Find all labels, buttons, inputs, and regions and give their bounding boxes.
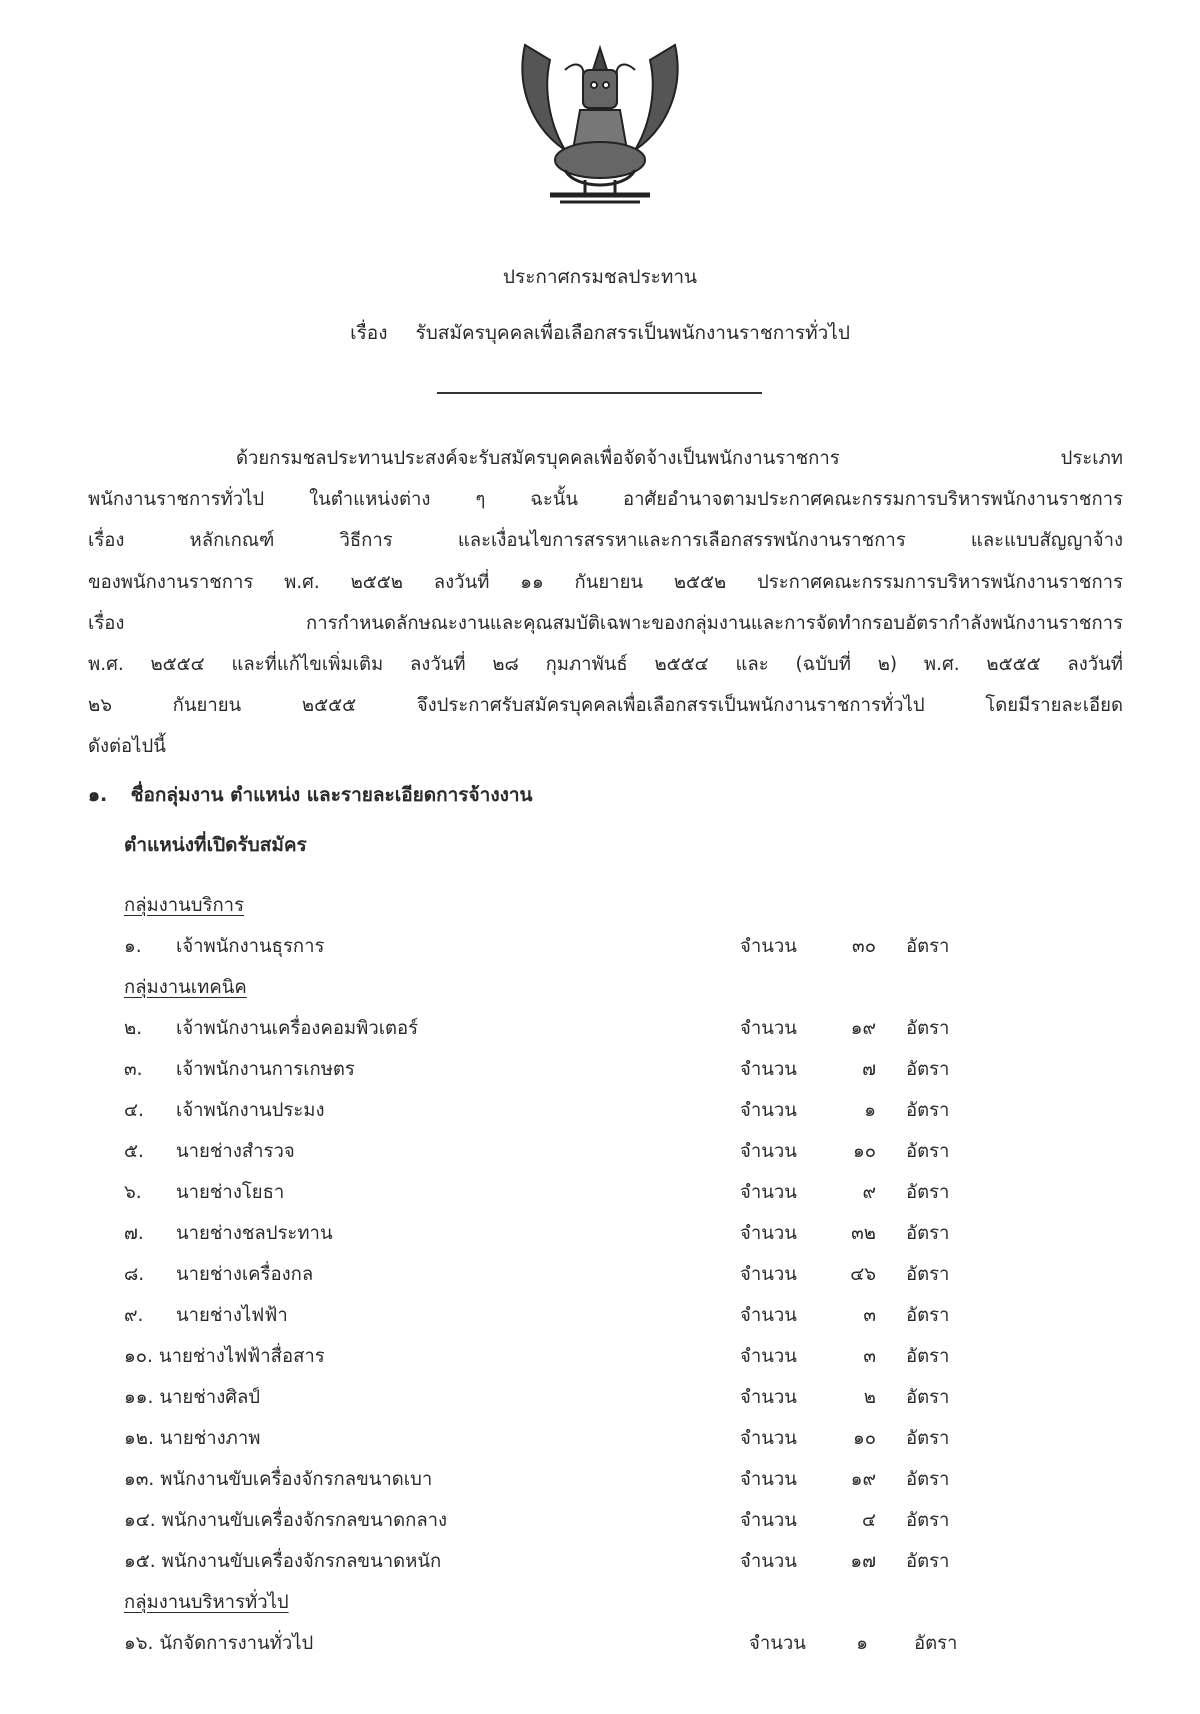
position-number: ๑๓. [124, 1469, 155, 1490]
unit-label: อัตรา [906, 1305, 950, 1326]
position-qty: ๑๙ [850, 1469, 876, 1490]
position-row [124, 1049, 1024, 1090]
paragraph-line: เรื่อง การกำหนดลักษณะงานและคุณสมบัติเฉพาะของกลุ่มงานและการจัดทำกรอบอัตรากำลังพนักงานราชการ [88, 612, 1123, 634]
position-row [124, 1008, 1024, 1049]
unit-label: อัตรา [906, 1223, 950, 1244]
position-row [124, 1295, 1024, 1336]
group-label: กลุ่มงานเทคนิค [124, 977, 247, 998]
unit-label: อัตรา [906, 1469, 950, 1490]
position-name: นายช่างภาพ [159, 1428, 261, 1449]
qty-label: จำนวน [740, 1305, 797, 1326]
paragraph-line: ดังต่อไปนี้ [88, 736, 166, 758]
position-number: ๑๐. [124, 1346, 153, 1367]
position-qty: ๓ [863, 1346, 876, 1367]
position-number: ๒. [124, 1018, 143, 1039]
paragraph-line: ของพนักงานราชการ พ.ศ. ๒๕๕๒ ลงวันที่ ๑๑ กันยายน ๒๕๕๒ ประกาศคณะกรรมการบริหารพนักงานราชการ [88, 571, 1123, 593]
paragraph-line: เรื่อง หลักเกณฑ์ วิธีการ และเงื่อนไขการสรรหาและการเลือกสรรพนักงานราชการ และแบบสัญญาจ้าง [88, 530, 1123, 552]
section-heading-text: ชื่อกลุ่มงาน ตำแหน่ง และรายละเอียดการจ้างงาน [130, 784, 533, 806]
position-row [124, 1090, 1024, 1131]
qty-label: จำนวน [740, 1551, 797, 1572]
unit-label: อัตรา [906, 1387, 950, 1408]
qty-label: จำนวน [740, 1100, 797, 1121]
position-name: เจ้าพนักงานเครื่องคอมพิวเตอร์ [176, 1018, 419, 1039]
position-number: ๗. [124, 1223, 144, 1244]
position-number: ๑๔. [124, 1510, 156, 1531]
position-qty: ๑๐ [852, 1141, 876, 1162]
paragraph-line: พนักงานราชการทั่วไป ในตำแหน่งต่าง ๆ ฉะนั้น อาศัยอำนาจตามประกาศคณะกรรมการบริหารพนักงานราชการ [88, 489, 1123, 511]
qty-label: จำนวน [740, 1428, 797, 1449]
position-qty: ๓ [863, 1305, 876, 1326]
position-name: พนักงานขับเครื่องจักรกลขนาดเบา [160, 1469, 433, 1490]
position-row [124, 1623, 1024, 1664]
position-name: เจ้าพนักงานประมง [176, 1100, 325, 1121]
garuda-emblem-icon [505, 30, 695, 215]
position-row [124, 1336, 1024, 1377]
position-qty: ๒ [863, 1387, 876, 1408]
qty-label: จำนวน [749, 1633, 806, 1654]
unit-label: อัตรา [906, 1100, 950, 1121]
qty-label: จำนวน [740, 1018, 797, 1039]
position-row [124, 1131, 1024, 1172]
position-name: เจ้าพนักงานธุรการ [176, 936, 325, 957]
position-qty: ๑๙ [850, 1018, 876, 1039]
position-qty: ๑๗ [850, 1551, 876, 1572]
position-name: นายช่างเครื่องกล [176, 1264, 314, 1285]
position-row [124, 1377, 1024, 1418]
position-row [124, 1172, 1024, 1213]
group-label: กลุ่มงานบริการ [124, 895, 245, 916]
position-number: ๑. [124, 936, 142, 957]
position-qty: ๓๒ [851, 1223, 876, 1244]
position-name: นักจัดการงานทั่วไป [159, 1633, 314, 1654]
position-qty: ๗ [862, 1059, 876, 1080]
position-number: ๖. [124, 1182, 142, 1203]
position-row [124, 1418, 1024, 1459]
unit-label: อัตรา [906, 1510, 950, 1531]
document-subject [0, 318, 1200, 348]
position-name: นายช่างชลประทาน [176, 1223, 333, 1244]
unit-label: อัตรา [906, 1551, 950, 1572]
position-name: เจ้าพนักงานการเกษตร [176, 1059, 355, 1080]
qty-label: จำนวน [740, 1059, 797, 1080]
position-number: ๑๑. [124, 1387, 154, 1408]
unit-label: อัตรา [906, 1428, 950, 1449]
subject-label: เรื่อง [350, 322, 388, 344]
paragraph-line: พ.ศ. ๒๕๕๔ และที่แก้ไขเพิ่มเติม ลงวันที่ ๒๘ กุมภาพันธ์ ๒๕๕๔ และ (ฉบับที่ ๒) พ.ศ. ๒๕๕๕ ลงวันที่ [88, 654, 1123, 676]
qty-label: จำนวน [740, 1469, 797, 1490]
position-qty: ๑๐ [852, 1428, 876, 1449]
position-number: ๑๖. [124, 1633, 154, 1654]
position-qty: ๑ [856, 1633, 868, 1654]
position-qty: ๙ [862, 1182, 876, 1203]
position-row [124, 926, 1024, 967]
position-qty: ๔๖ [850, 1264, 876, 1285]
unit-label: อัตรา [906, 1264, 950, 1285]
position-row [124, 1500, 1024, 1541]
position-row [124, 1254, 1024, 1295]
qty-label: จำนวน [740, 1264, 797, 1285]
unit-label: อัตรา [906, 1182, 950, 1203]
group-label: กลุ่มงานบริหารทั่วไป [124, 1592, 289, 1613]
position-row [124, 1541, 1024, 1582]
group-heading-technical [124, 967, 1024, 1008]
unit-label: อัตรา [906, 1018, 950, 1039]
qty-label: จำนวน [740, 1346, 797, 1367]
unit-label: อัตรา [906, 936, 950, 957]
position-number: ๘. [124, 1264, 145, 1285]
unit-label: อัตรา [906, 1141, 950, 1162]
position-name: นายช่างศิลป์ [159, 1387, 261, 1408]
position-name: นายช่างไฟฟ้าสื่อสาร [158, 1346, 325, 1367]
section-subheading: ตำแหน่งที่เปิดรับสมัคร [124, 834, 307, 856]
section-number: ๑. [88, 784, 108, 806]
qty-label: จำนวน [740, 1223, 797, 1244]
group-heading-general-admin [124, 1582, 1024, 1623]
position-number: ๔. [124, 1100, 144, 1121]
unit-label: อัตรา [906, 1059, 950, 1080]
qty-label: จำนวน [740, 1141, 797, 1162]
position-qty: ๓๐ [852, 936, 876, 957]
position-number: ๙. [124, 1305, 144, 1326]
paragraph-line: ๒๖ กันยายน ๒๕๕๕ จึงประกาศรับสมัครบุคคลเพื่อเลือกสรรเป็นพนักงานราชการทั่วไป โดยมีรายละเอียด [88, 695, 1123, 717]
qty-label: จำนวน [740, 1182, 797, 1203]
qty-label: จำนวน [740, 1510, 797, 1531]
position-number: ๑๒. [124, 1428, 154, 1449]
group-heading-service [124, 885, 1024, 926]
position-qty: ๑ [864, 1100, 876, 1121]
subject-text: รับสมัครบุคคลเพื่อเลือกสรรเป็นพนักงานราชการทั่วไป [415, 322, 850, 344]
position-number: ๕. [124, 1141, 144, 1162]
positions-list [124, 885, 1024, 1664]
position-name: พนักงานขับเครื่องจักรกลขนาดกลาง [161, 1510, 448, 1531]
position-number: ๓. [124, 1059, 143, 1080]
unit-label: อัตรา [906, 1346, 950, 1367]
position-qty: ๔ [861, 1510, 876, 1531]
position-name: นายช่างไฟฟ้า [176, 1305, 288, 1326]
section-heading [88, 780, 533, 810]
position-row [124, 1213, 1024, 1254]
position-name: นายช่างโยธา [176, 1182, 285, 1203]
position-row [124, 1459, 1024, 1500]
qty-label: จำนวน [740, 1387, 797, 1408]
intro-paragraph [88, 438, 1123, 768]
title-divider [437, 392, 762, 394]
qty-label: จำนวน [740, 936, 797, 957]
position-name: นายช่างสำรวจ [176, 1141, 295, 1162]
position-name: พนักงานขับเครื่องจักรกลขนาดหนัก [161, 1551, 442, 1572]
paragraph-line: ด้วยกรมชลประทานประสงค์จะรับสมัครบุคคลเพื่อจัดจ้างเป็นพนักงานราชการ ประเภท [236, 448, 1123, 469]
position-number: ๑๕. [124, 1551, 156, 1572]
document-title: ประกาศกรมชลประทาน [502, 266, 698, 288]
unit-label: อัตรา [914, 1633, 958, 1654]
